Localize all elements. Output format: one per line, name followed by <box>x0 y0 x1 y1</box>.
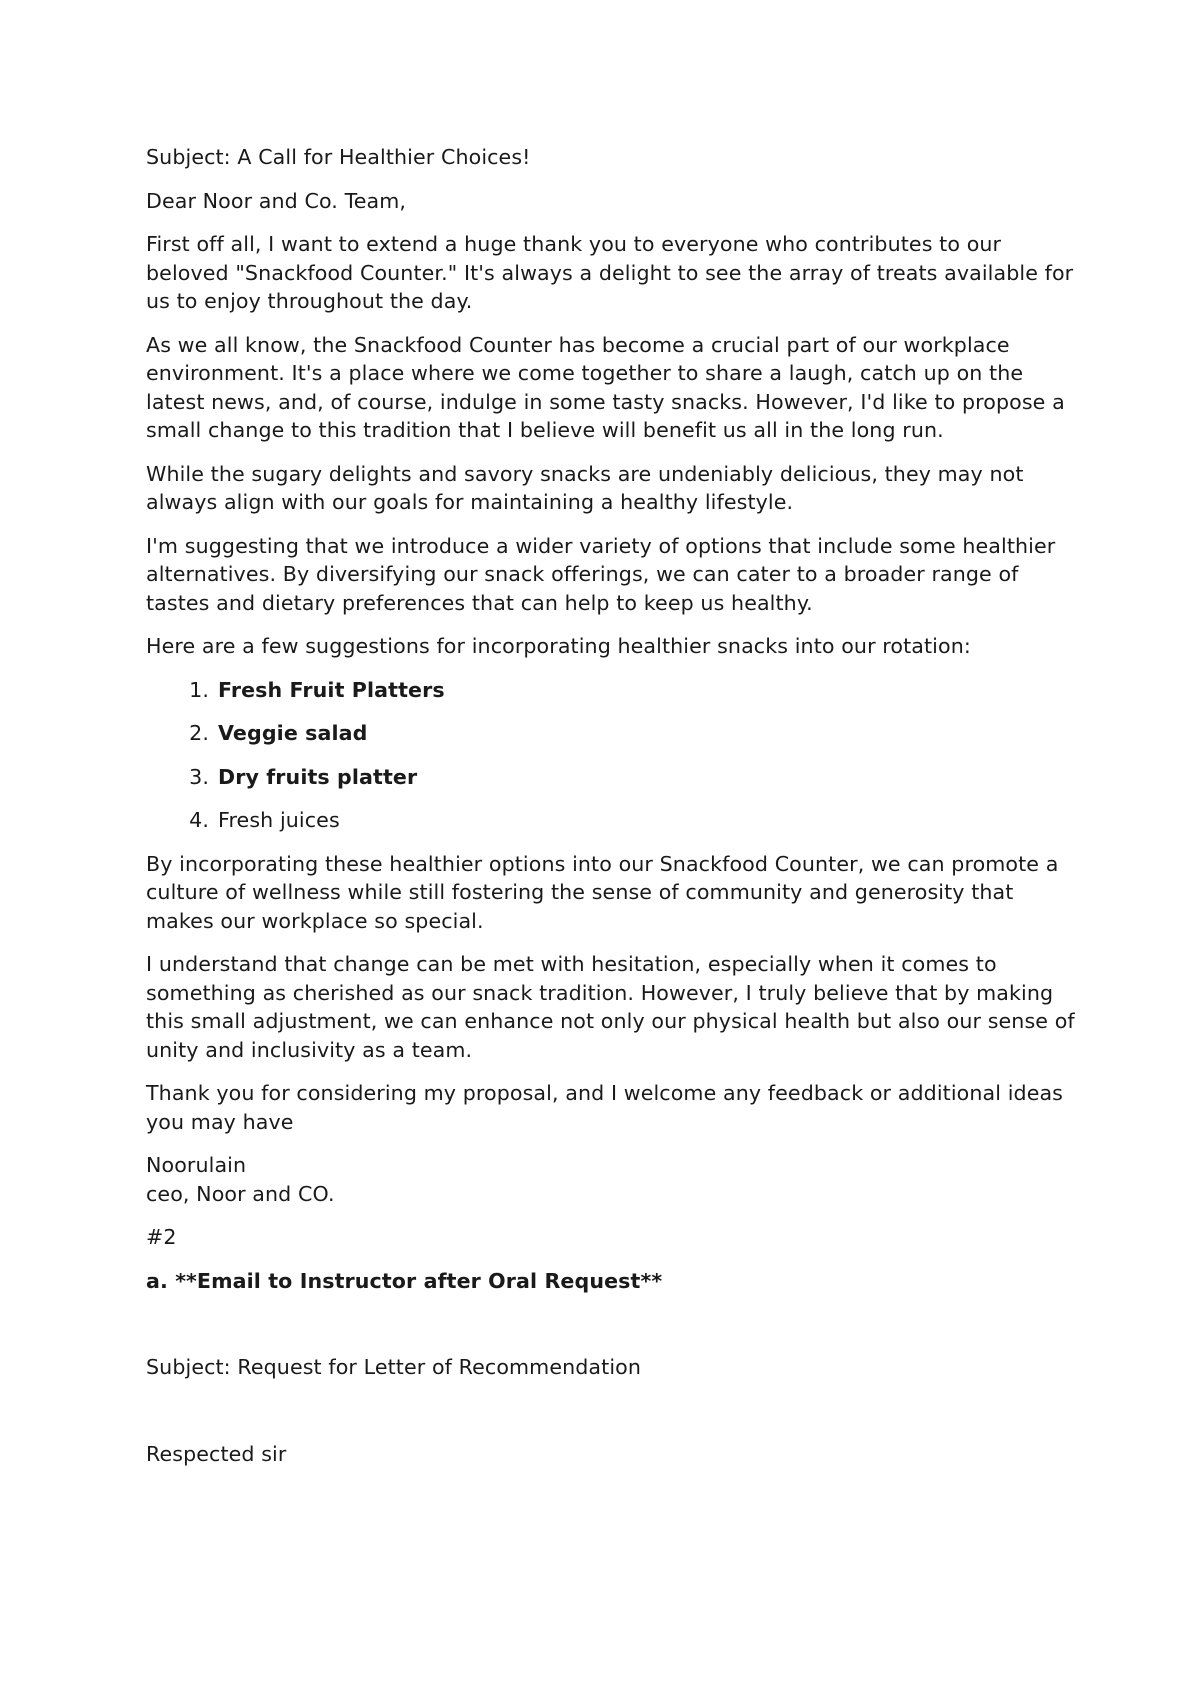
list-number: 4. <box>189 808 209 832</box>
list-item <box>146 806 1086 835</box>
list-number: 2. <box>189 721 209 745</box>
list-text: Veggie salad <box>218 721 368 745</box>
list-text: Fresh juices <box>218 808 340 832</box>
closing-paragraph: By incorporating these healthier options into our Snackfood Counter, we can promote a culture of wellness while still fostering the sense of community and generosity that makes our workplace so special. <box>146 851 1059 933</box>
letter-subject: Subject: A Call for Healthier Choices! <box>146 145 531 169</box>
letter-salutation: Dear Noor and Co. Team, <box>146 188 407 213</box>
list-text: Fresh Fruit Platters <box>218 677 445 702</box>
suggestion-list <box>146 676 1086 835</box>
body-paragraph: I'm suggesting that we introduce a wider variety of options that include some healthier alternatives. By diversifying our snack offerings, we can cater to a broader range of tastes and dietary preferences that can help to keep us healthy. <box>146 533 1056 615</box>
email-subject: Subject: Request for Letter of Recommendation <box>146 1355 641 1379</box>
closing-paragraph: I understand that change can be met with hesitation, especially when it comes to something as cherished as our snack tradition. However, I truly believe that by making this small adjustment, we can enhance not only our physical health but also our sense of unity and inclusivity as a team. <box>146 952 1075 1062</box>
body-paragraph: First off all, I want to extend a huge thank you to everyone who contributes to our beloved "Snackfood Counter." It's always a delight to see the array of treats available for us to enjoy throughout the day. <box>146 232 1074 313</box>
list-text: Dry fruits platter <box>218 764 418 789</box>
list-number: 1. <box>189 677 209 702</box>
body-paragraph: Here are a few suggestions for incorporating healthier snacks into our rotation: <box>146 634 971 658</box>
list-item <box>146 719 1086 748</box>
closing-paragraph: Thank you for considering my proposal, and I welcome any feedback or additional ideas you may have <box>146 1081 1064 1134</box>
section-number: #2 <box>146 1225 177 1249</box>
section-heading: a. **Email to Instructor after Oral Request** <box>146 1268 663 1293</box>
email-salutation: Respected sir <box>146 1441 287 1466</box>
signature-title: ceo, Noor and CO. <box>146 1181 335 1206</box>
signature-block <box>146 1151 1086 1208</box>
list-item <box>146 763 1086 792</box>
body-paragraph: While the sugary delights and savory snacks are undeniably delicious, they may not always align with our goals for maintaining a healthy lifestyle. <box>146 461 1024 514</box>
body-paragraph: As we all know, the Snackfood Counter has become a crucial part of our workplace environment. It's a place where we come together to share a laugh, catch up on the latest news, and, of course, indulge in some tasty snacks. However, I'd like to propose a small change to this tradition that I believe will benefit us all in the long run. <box>146 332 1065 442</box>
signature-name: Noorulain <box>146 1153 247 1177</box>
list-number: 3. <box>189 764 209 789</box>
document-page <box>146 143 1086 1483</box>
list-item <box>146 676 1086 705</box>
